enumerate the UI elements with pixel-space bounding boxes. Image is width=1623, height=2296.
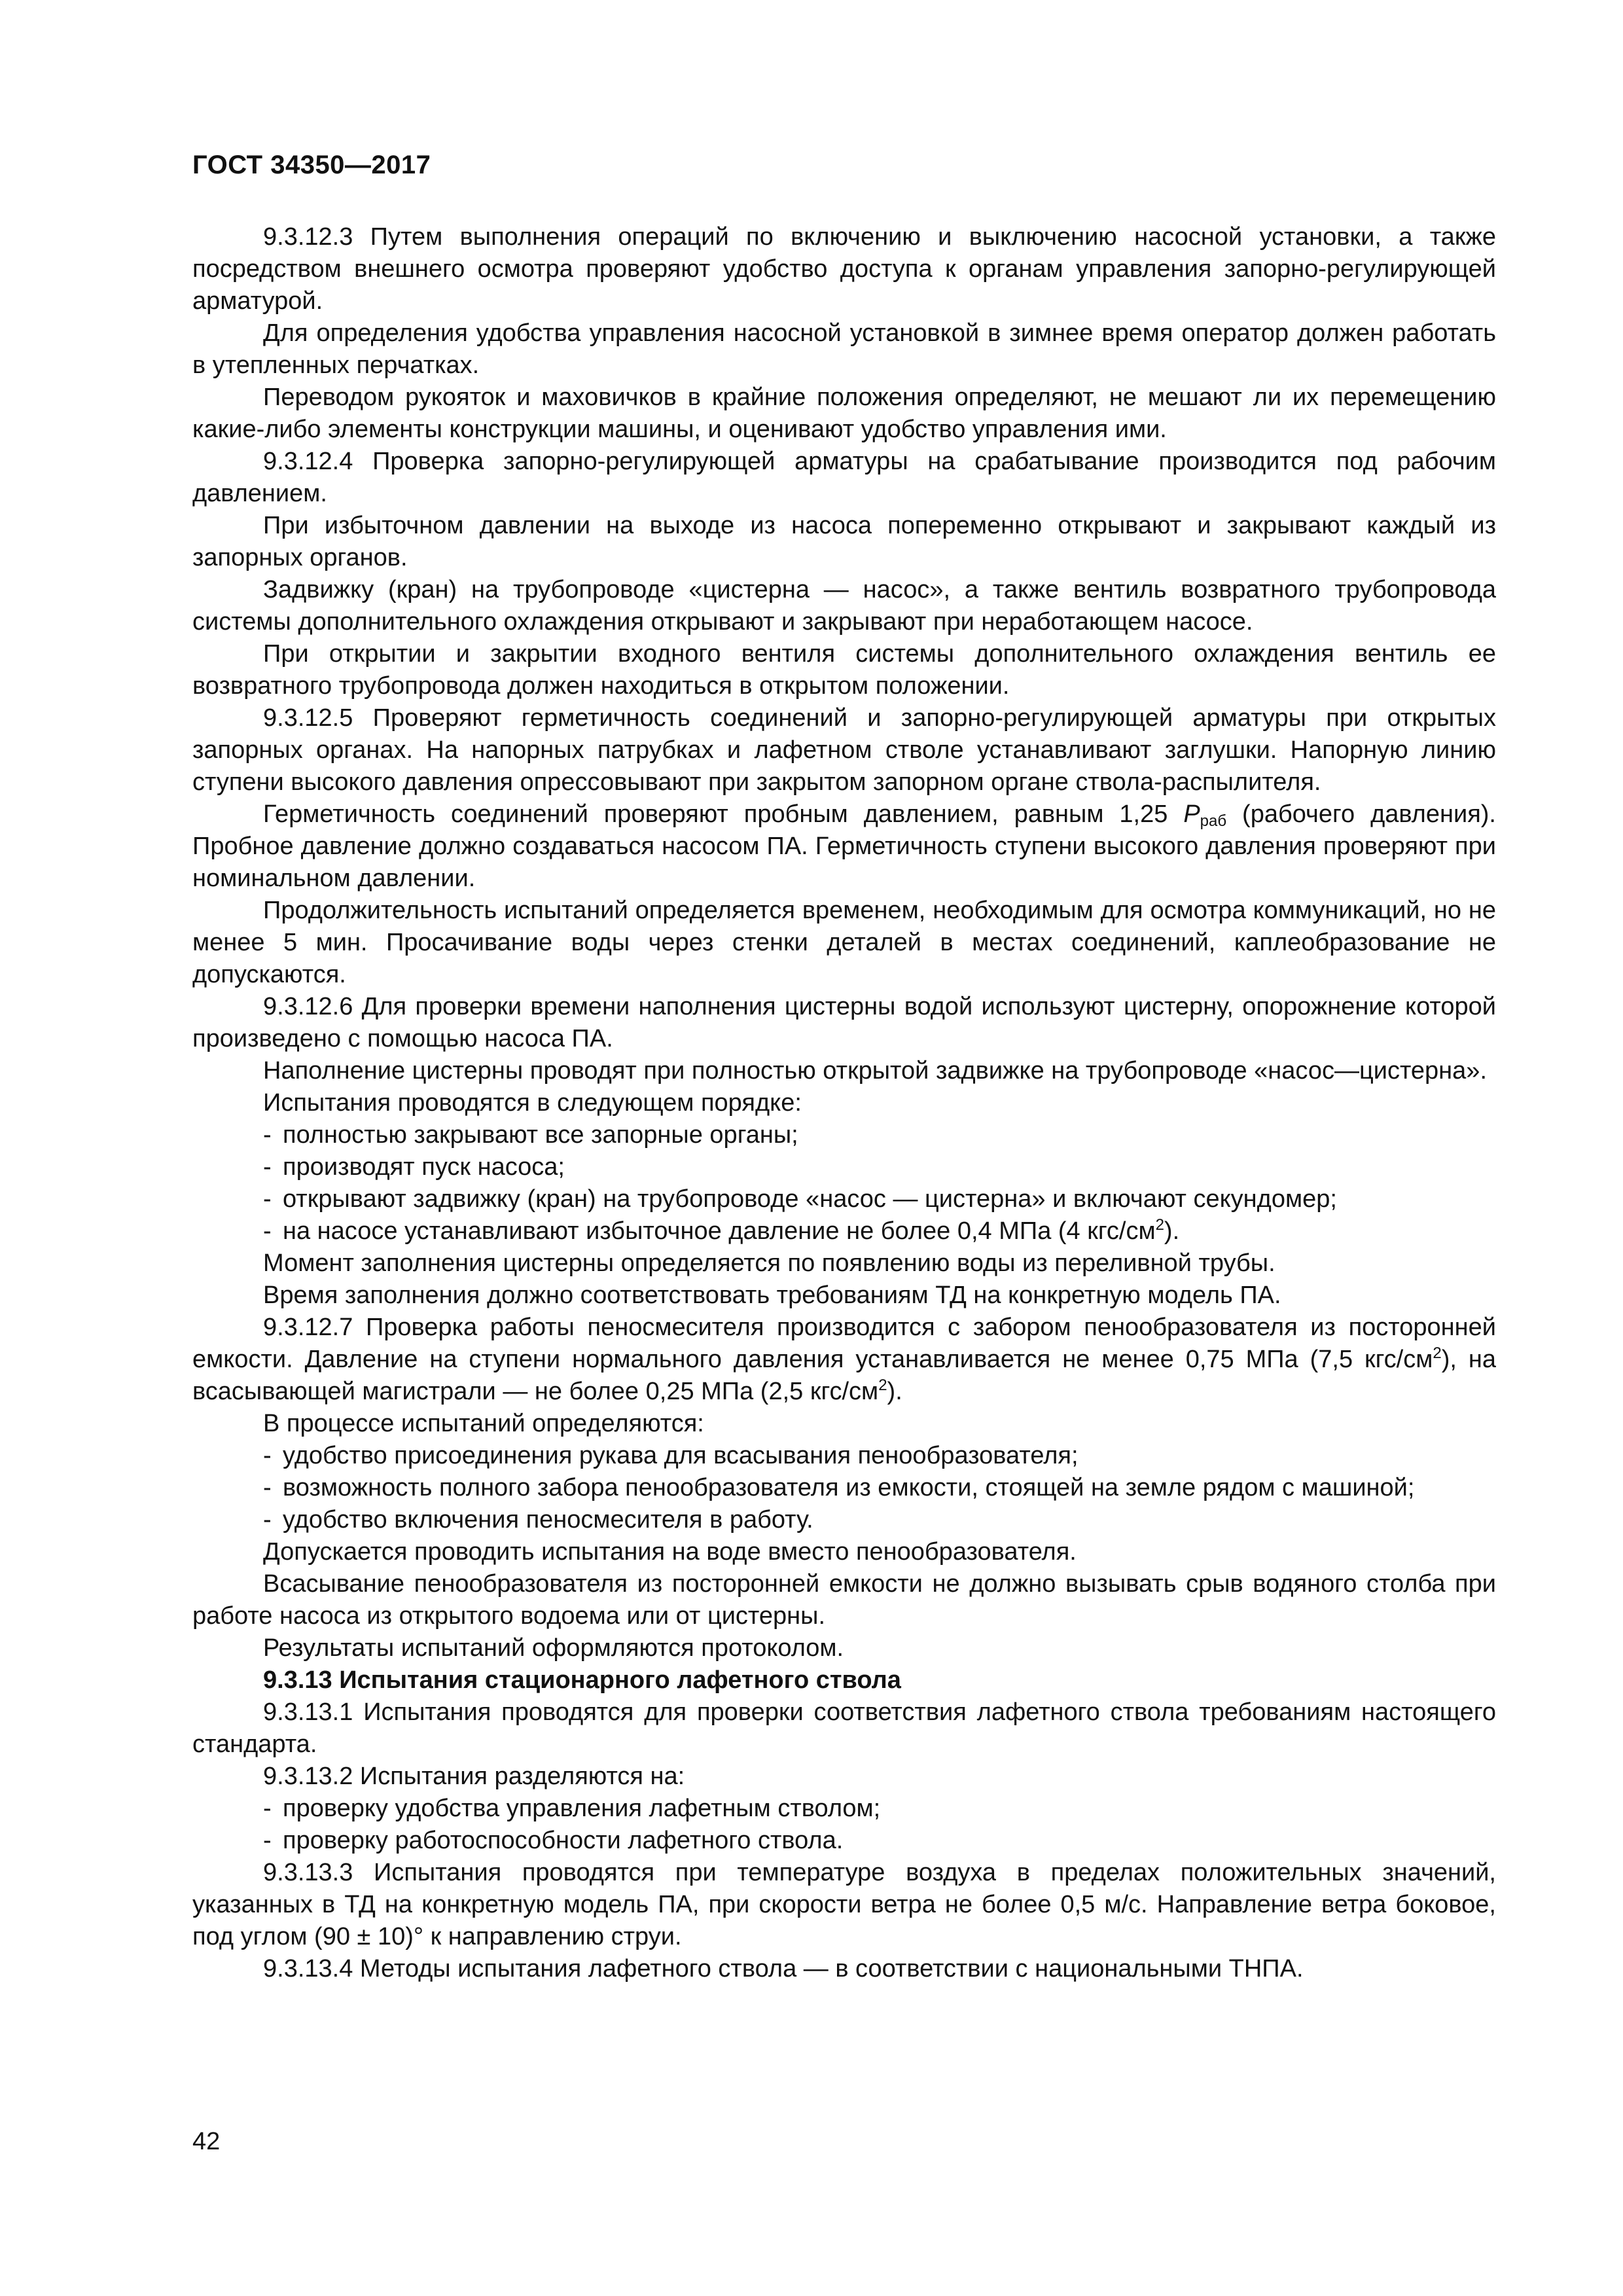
superscript: 2 bbox=[1433, 1344, 1442, 1362]
page-number: 42 bbox=[192, 2128, 221, 2155]
paragraph: Для определения удобства управления насосной установкой в зимнее время оператор должен работать в утепленных перчатках. bbox=[192, 319, 1496, 379]
list-bullet: - bbox=[263, 1474, 272, 1501]
paragraph: Результаты испытаний оформляются протоколом. bbox=[263, 1634, 844, 1662]
list-item bbox=[192, 1183, 1496, 1215]
paragraph: Момент заполнения цистерны определяется по появлению воды из переливной трубы. bbox=[263, 1249, 1275, 1277]
list-item-text: удобство присоединения рукава для всасывания пенообразователя; bbox=[283, 1442, 1079, 1469]
list-item bbox=[192, 1472, 1496, 1504]
paragraph-9-3-12-5: 9.3.12.5 Проверяют герметичность соединений и запорно-регулирующей арматуры при открытых запорных органах. На напорных патрубках и лафетном стволе устанавливают заглушки. Напорную линию ступени высокого давления опрессовывают при закрытом запорном органе ствола-распылителя. bbox=[192, 704, 1496, 796]
list-item bbox=[192, 1215, 1496, 1247]
list-item-text: открывают задвижку (кран) на трубопроводе «насос — цистерна» и включают секундомер; bbox=[283, 1185, 1337, 1213]
superscript: 2 bbox=[1155, 1216, 1164, 1234]
list-bullet: - bbox=[263, 1442, 272, 1469]
list-bullet: - bbox=[263, 1121, 272, 1149]
list-item-text: производят пуск насоса; bbox=[283, 1153, 565, 1181]
paragraph: Испытания проводятся в следующем порядке: bbox=[263, 1089, 802, 1117]
paragraph: Задвижку (кран) на трубопроводе «цистерна — насос», а также вентиль возвратного трубопровода системы дополнительного охлаждения открывают и закрывают при неработающем насосе. bbox=[192, 576, 1496, 636]
paragraph-9-3-13-3: 9.3.13.3 Испытания проводятся при температуре воздуха в пределах положительных значений, указанных в ТД на конкретную модель ПА, при скорости ветра не более 0,5 м/с. Направление ветра боковое, под углом (90 ± 10)° к направлению струи. bbox=[192, 1859, 1496, 1950]
list-item bbox=[192, 1119, 1496, 1151]
paragraph-9-3-13-4: 9.3.13.4 Методы испытания лафетного ствола — в соответствии с национальными ТНПА. bbox=[263, 1955, 1304, 1982]
list-item-text: на насосе устанавливают избыточное давление не более 0,4 МПа (4 кгс/см bbox=[283, 1217, 1156, 1245]
list-item-text: возможность полного забора пенообразователя из емкости, стоящей на земле рядом с машиной; bbox=[283, 1474, 1415, 1501]
document-code-header: ГОСТ 34350—2017 bbox=[192, 151, 431, 179]
paragraph-test-pressure bbox=[192, 798, 1496, 895]
document-body bbox=[192, 221, 1496, 1985]
list-item-text: проверку работоспособности лафетного ствола. bbox=[283, 1827, 844, 1854]
list-bullet: - bbox=[263, 1827, 272, 1854]
list-bullet: - bbox=[263, 1506, 272, 1534]
paragraph-9-3-12-4: 9.3.12.4 Проверка запорно-регулирующей арматуры на срабатывание производится под рабочим давлением. bbox=[192, 448, 1496, 507]
paragraph: Наполнение цистерны проводят при полностью открытой задвижке на трубопроводе «насос—цистерна». bbox=[263, 1057, 1487, 1085]
text-run: (рабочего давления). Пробное давление должно создаваться насосом ПА. Герметичность ступени высокого давления проверяют при номинальном давлении. bbox=[192, 800, 1496, 892]
text-run: Герметичность соединений проверяют пробным давлением, равным 1,25 bbox=[263, 800, 1184, 828]
list-item bbox=[192, 1793, 1496, 1825]
list-item-text: полностью закрывают все запорные органы; bbox=[283, 1121, 798, 1149]
pressure-symbol: P bbox=[1183, 800, 1200, 828]
list-item bbox=[192, 1440, 1496, 1472]
paragraph: При открытии и закрытии входного вентиля системы дополнительного охлаждения вентиль ее возвратного трубопровода должен находиться в открытом положении. bbox=[192, 640, 1496, 700]
text-run: ). bbox=[887, 1378, 902, 1405]
paragraph: Время заполнения должно соответствовать требованиям ТД на конкретную модель ПА. bbox=[263, 1282, 1281, 1309]
paragraph: Всасывание пенообразователя из посторонней емкости не должно вызывать срыв водяного столба при работе насоса из открытого водоема или от цистерны. bbox=[192, 1570, 1496, 1630]
paragraph-9-3-13-2: 9.3.13.2 Испытания разделяются на: bbox=[263, 1763, 685, 1790]
list-bullet: - bbox=[263, 1153, 272, 1181]
paragraph-9-3-13-1: 9.3.13.1 Испытания проводятся для проверки соответствия лафетного ствола требованиям настоящего стандарта. bbox=[192, 1698, 1496, 1758]
text-run: ), на всасывающей магистрали — не более 0,25 МПа (2,5 кгс/см bbox=[192, 1346, 1496, 1405]
list-item-text: ). bbox=[1164, 1217, 1180, 1245]
text-run: 9.3.12.7 Проверка работы пеносмесителя производится с забором пенообразователя из посторонней емкости. Давление на ступени нормального давления устанавливается не менее 0,75 МПа (7,5 кгс/см bbox=[192, 1314, 1496, 1373]
paragraph-9-3-12-6: 9.3.12.6 Для проверки времени наполнения цистерны водой используют цистерну, опорожнение которой произведено с помощью насоса ПА. bbox=[192, 993, 1496, 1052]
superscript: 2 bbox=[878, 1376, 887, 1394]
list-item-text: проверку удобства управления лафетным стволом; bbox=[283, 1795, 881, 1822]
paragraph-9-3-12-3: 9.3.12.3 Путем выполнения операций по включению и выключению насосной установки, а также посредством внешнего осмотра проверяют удобство доступа к органам управления запорно-регулирующей арматурой. bbox=[192, 223, 1496, 315]
pressure-subscript: раб bbox=[1200, 812, 1227, 830]
list-bullet: - bbox=[263, 1217, 272, 1245]
paragraph: В процессе испытаний определяются: bbox=[263, 1410, 704, 1437]
list-item bbox=[192, 1504, 1496, 1536]
paragraph: Допускается проводить испытания на воде вместо пенообразователя. bbox=[263, 1538, 1077, 1566]
section-heading-9-3-13: 9.3.13 Испытания стационарного лафетного ствола bbox=[263, 1666, 901, 1694]
list-item bbox=[192, 1825, 1496, 1857]
paragraph: Продолжительность испытаний определяется временем, необходимым для осмотра коммуникаций, но не менее 5 мин. Просачивание воды через стенки деталей в местах соединений, каплеобразование не допускаются. bbox=[192, 897, 1496, 988]
list-bullet: - bbox=[263, 1185, 272, 1213]
list-item-text: удобство включения пеносмесителя в работу. bbox=[283, 1506, 813, 1534]
paragraph: Переводом рукояток и маховичков в крайние положения определяют, не мешают ли их перемещению какие-либо элементы конструкции машины, и оценивают удобство управления ими. bbox=[192, 384, 1496, 443]
list-bullet: - bbox=[263, 1795, 272, 1822]
document-page bbox=[192, 0, 1496, 2296]
paragraph: При избыточном давлении на выходе из насоса попеременно открывают и закрывают каждый из запорных органов. bbox=[192, 512, 1496, 571]
paragraph-9-3-12-7 bbox=[192, 1312, 1496, 1408]
list-item bbox=[192, 1151, 1496, 1183]
